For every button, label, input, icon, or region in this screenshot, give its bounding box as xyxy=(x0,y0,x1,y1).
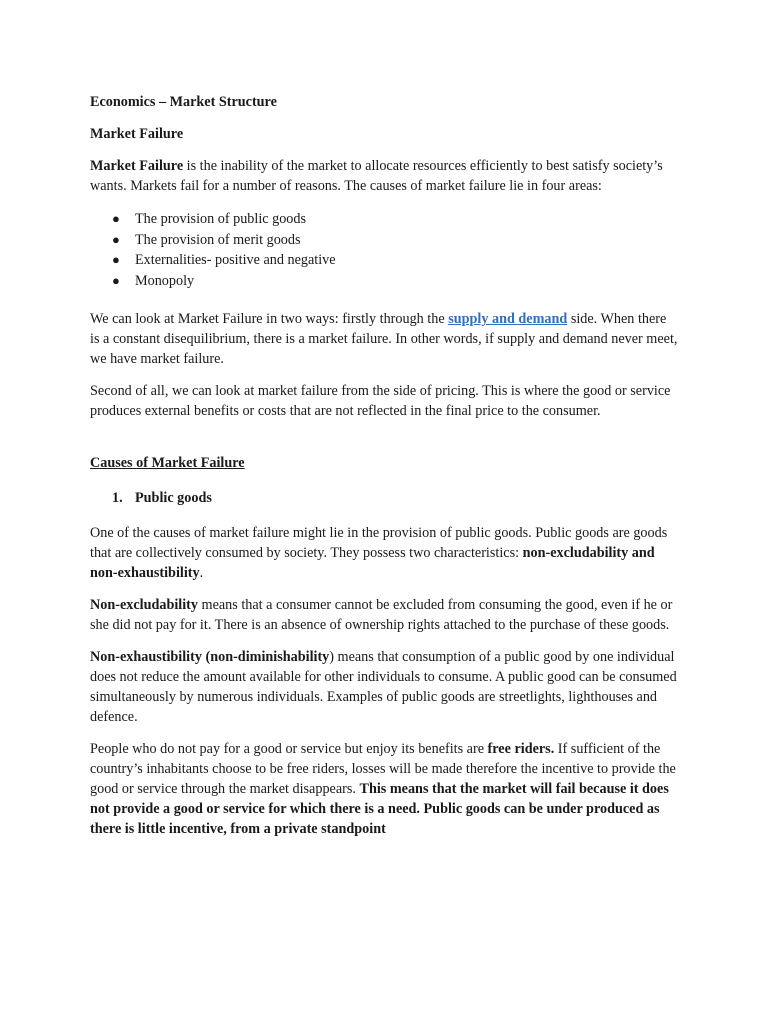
intro-paragraph xyxy=(90,156,678,196)
list-item xyxy=(112,209,678,230)
bullet-icon: ● xyxy=(112,211,120,226)
bullet-icon: ● xyxy=(112,252,120,267)
free-riders-paragraph xyxy=(90,739,678,839)
non-exhaustibility-term: Non-exhaustibility (non-diminishability xyxy=(90,649,330,665)
non-excludability-term: Non-excludability xyxy=(90,597,198,613)
free-riders-bold: free riders. xyxy=(487,741,555,757)
document-subtitle: Market Failure xyxy=(90,126,184,142)
public-goods-paragraph xyxy=(90,523,678,583)
item-number: 1. xyxy=(112,490,123,506)
causes-section-heading: Causes of Market Failure xyxy=(90,455,245,471)
non-excludability-text: means that a consumer cannot be excluded from consuming the good, even if he or she did not pay for it. There is an absence of ownership rights attached to the purchase of these goods. xyxy=(90,597,673,633)
non-exhaustibility-text: ) means that consumption of a public good by one individual does not reduce the amount available for other individuals to consume. A public good can be consumed simultaneously by numerous individuals. Examples of public goods are streetlights, lighthouses and defence. xyxy=(90,649,677,725)
bullet-icon: ● xyxy=(112,231,120,247)
causes-bullet-list xyxy=(90,209,678,291)
two-ways-text-end: side. When there is a constant disequilibrium, there is a market failure. In other words, if supply and demand never meet, we have market failure. xyxy=(90,311,678,367)
list-item xyxy=(112,230,678,251)
intro-text: is the inability of the market to allocate resources efficiently to best satisfy society’s wants. Markets fail for a number of reasons. The causes of market failure lie in four areas: xyxy=(90,158,663,194)
item-label: Public goods xyxy=(135,490,212,506)
non-excludability-paragraph xyxy=(90,595,678,635)
characteristics-bold: non-excludability and non-exhaustibility xyxy=(90,545,655,581)
pricing-paragraph: Second of all, we can look at market failure from the side of pricing. This is where the good or service produces external benefits or costs that are not reflected in the final price to the consumer. xyxy=(90,383,671,419)
free-riders-text-2: If sufficient of the country’s inhabitants choose to be free riders, losses will be made therefore the incentive to provide the good or service through the market disappears. xyxy=(90,741,676,797)
list-item-text: Monopoly xyxy=(135,272,195,289)
two-ways-paragraph xyxy=(90,309,678,369)
market-fail-bold: This means that the market will fail because it does not provide a good or service for which there is a need. Public goods can be under produced as there is little incentive, from a private standpoint xyxy=(90,781,669,837)
numbered-heading-public-goods xyxy=(90,488,678,508)
bullet-icon: ● xyxy=(112,272,120,288)
list-item-text: Externalities- positive and negative xyxy=(135,252,336,268)
supply-and-demand-link[interactable]: supply and demand xyxy=(448,311,568,327)
document-title: Economics – Market Structure xyxy=(90,94,277,110)
free-riders-text-1: People who do not pay for a good or service but enjoy its benefits are xyxy=(90,741,488,757)
list-item-text: The provision of merit goods xyxy=(135,231,301,248)
intro-term: Market Failure xyxy=(90,158,184,174)
two-ways-text-start: We can look at Market Failure in two ways: firstly through the xyxy=(90,311,449,327)
non-exhaustibility-paragraph xyxy=(90,647,678,727)
list-item xyxy=(112,271,678,292)
public-goods-text: One of the causes of market failure might lie in the provision of public goods. Public goods are goods that are collectively consumed by society. They possess two characteristics: xyxy=(90,525,668,561)
list-item-text: The provision of public goods xyxy=(135,211,307,227)
list-item xyxy=(112,250,678,271)
public-goods-end: . xyxy=(199,565,204,581)
